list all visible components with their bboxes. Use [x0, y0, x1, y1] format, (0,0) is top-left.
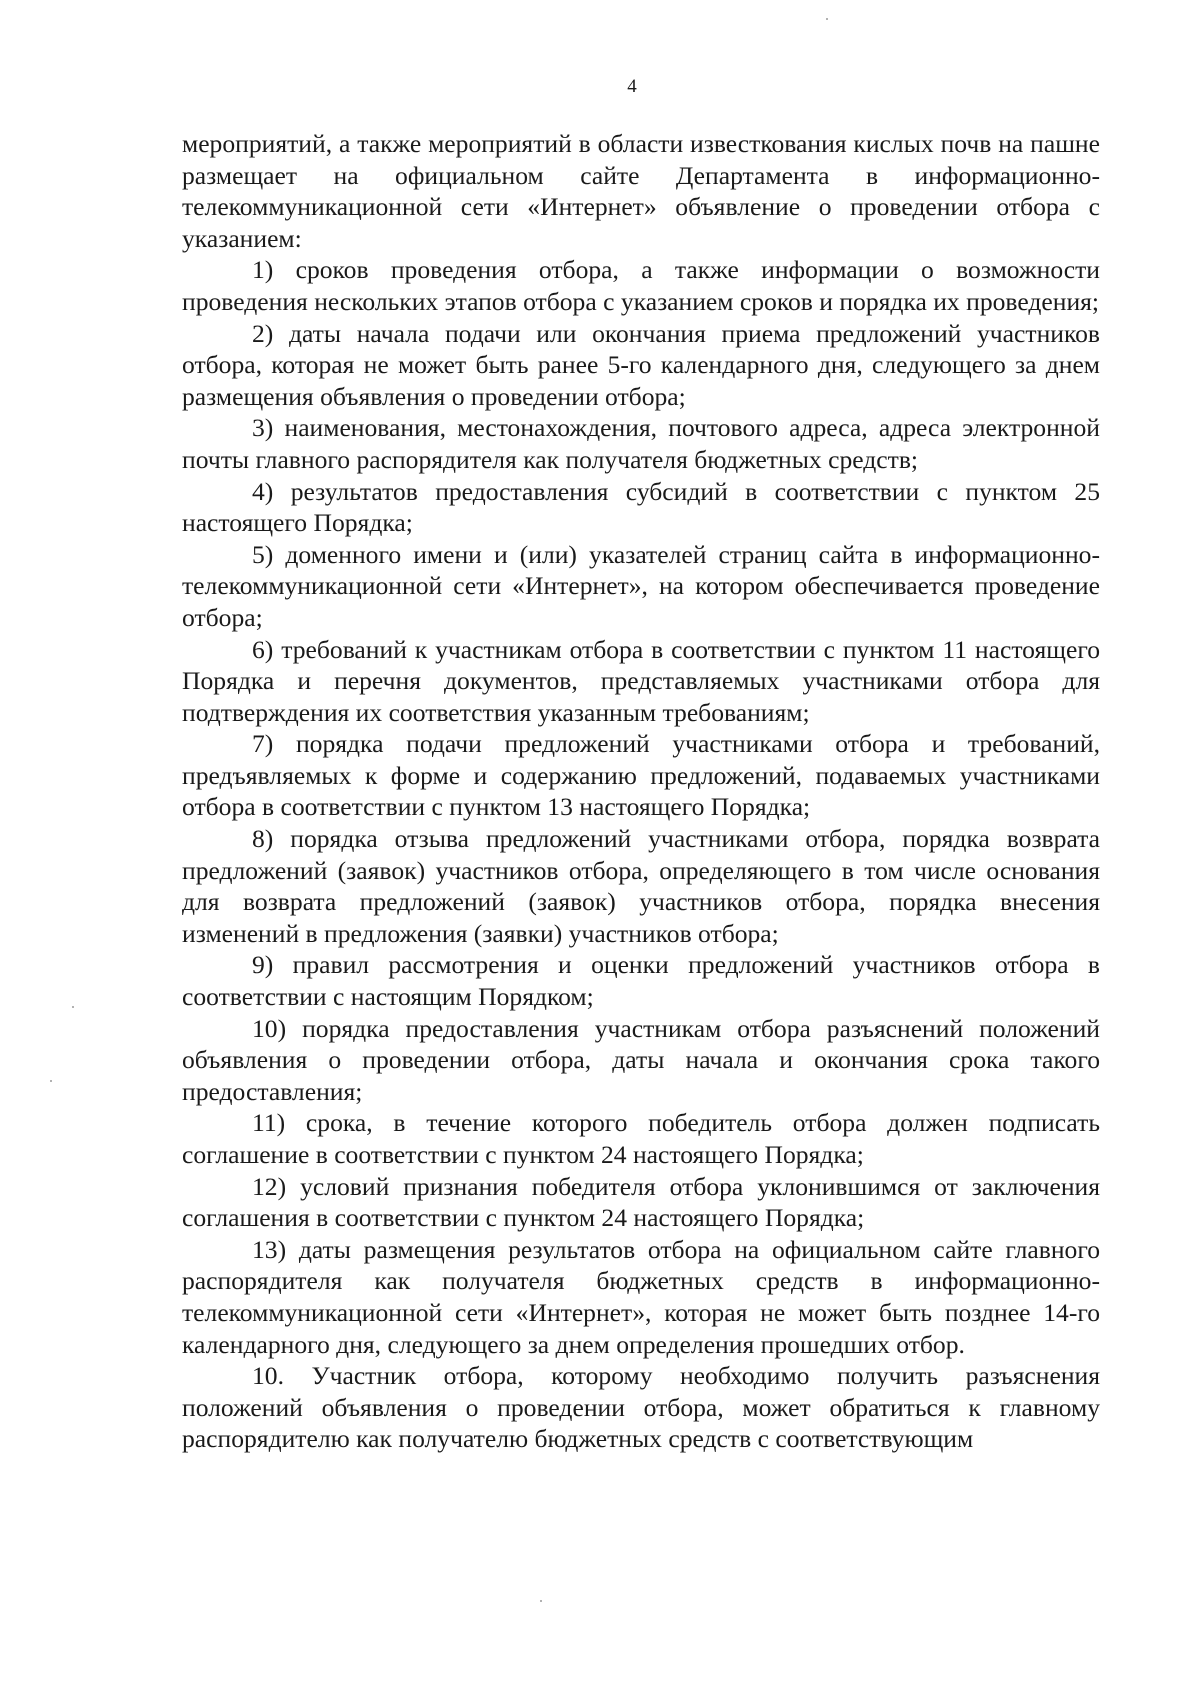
list-item-7: 7) порядка подачи предложений участниками отбора и требований, предъявляемых к форме и содержанию предложений, подаваемых участниками отбора в соответствии с пунктом 13 настоящего Порядка; — [182, 729, 1100, 822]
list-item-3: 3) наименования, местонахождения, почтового адреса, адреса электронной почты главного распорядителя как получателя бюджетных средств; — [182, 413, 1100, 474]
list-item-13: 13) даты размещения результатов отбора на официальном сайте главного распорядителя как получателя бюджетных средств в информационно-телекоммуникационной сети «Интернет», которая не может быть позднее 14-го календарного дня, следующего за днем определения прошедших отбор. — [182, 1234, 1100, 1359]
paragraph-intro-continuation: мероприятий, а также мероприятий в области известкования кислых почв на пашне размещает на официальном сайте Департамента в информационно-телекоммуникационной сети «Интернет» объявление о проведении отбора с указанием: — [182, 129, 1100, 253]
list-item-2: 2) даты начала подачи или окончания приема предложений участников отбора, которая не может быть ранее 5-го календарного дня, следующего за днем размещения объявления о проведении отбора; — [182, 318, 1100, 411]
scan-speck — [540, 1600, 542, 1602]
list-item-9: 9) правил рассмотрения и оценки предложений участников отбора в соответствии с настоящим Порядком; — [182, 950, 1100, 1012]
paragraph-10: 10. Участник отбора, которому необходимо получить разъяснения положений объявления о проведении отбора, может обратиться к главному распорядителю как получателю бюджетных средств с соответствующим — [182, 1361, 1100, 1454]
list-item-4: 4) результатов предоставления субсидий в соответствии с пунктом 25 настоящего Порядка; — [182, 476, 1100, 538]
page-number: 4 — [627, 76, 637, 97]
list-item-1: 1) сроков проведения отбора, а также информации о возможности проведения нескольких этапов отбора с указанием сроков и порядка их проведения; — [182, 255, 1100, 316]
list-item-5: 5) доменного имени и (или) указателей страниц сайта в информационно-телекоммуникационной сети «Интернет», на котором обеспечивается проведение отбора; — [182, 539, 1100, 632]
list-item-6: 6) требований к участникам отбора в соответствии с пунктом 11 настоящего Порядка и перечня документов, представляемых участниками отбора для подтверждения их соответствия указанным требованиям; — [182, 634, 1100, 727]
list-item-8: 8) порядка отзыва предложений участниками отбора, порядка возврата предложений (заявок) участников отбора, определяющего в том числе основания для возврата предложений (заявок) участников отбора, порядка внесения изменений в предложения (заявки) участников отбора; — [182, 824, 1100, 948]
scan-speck — [72, 1006, 74, 1008]
list-item-10: 10) порядка предоставления участникам отбора разъяснений положений объявления о проведении отбора, даты начала и окончания срока такого предоставления; — [182, 1013, 1100, 1106]
scan-speck — [50, 1080, 52, 1082]
scan-speck — [826, 18, 828, 20]
document-body — [182, 128, 1100, 1455]
list-item-11: 11) срока, в течение которого победитель отбора должен подписать соглашение в соответствии с пунктом 24 настоящего Порядка; — [182, 1108, 1100, 1169]
list-item-12: 12) условий признания победителя отбора уклонившимся от заключения соглашения в соответствии с пунктом 24 настоящего Порядка; — [182, 1171, 1100, 1233]
